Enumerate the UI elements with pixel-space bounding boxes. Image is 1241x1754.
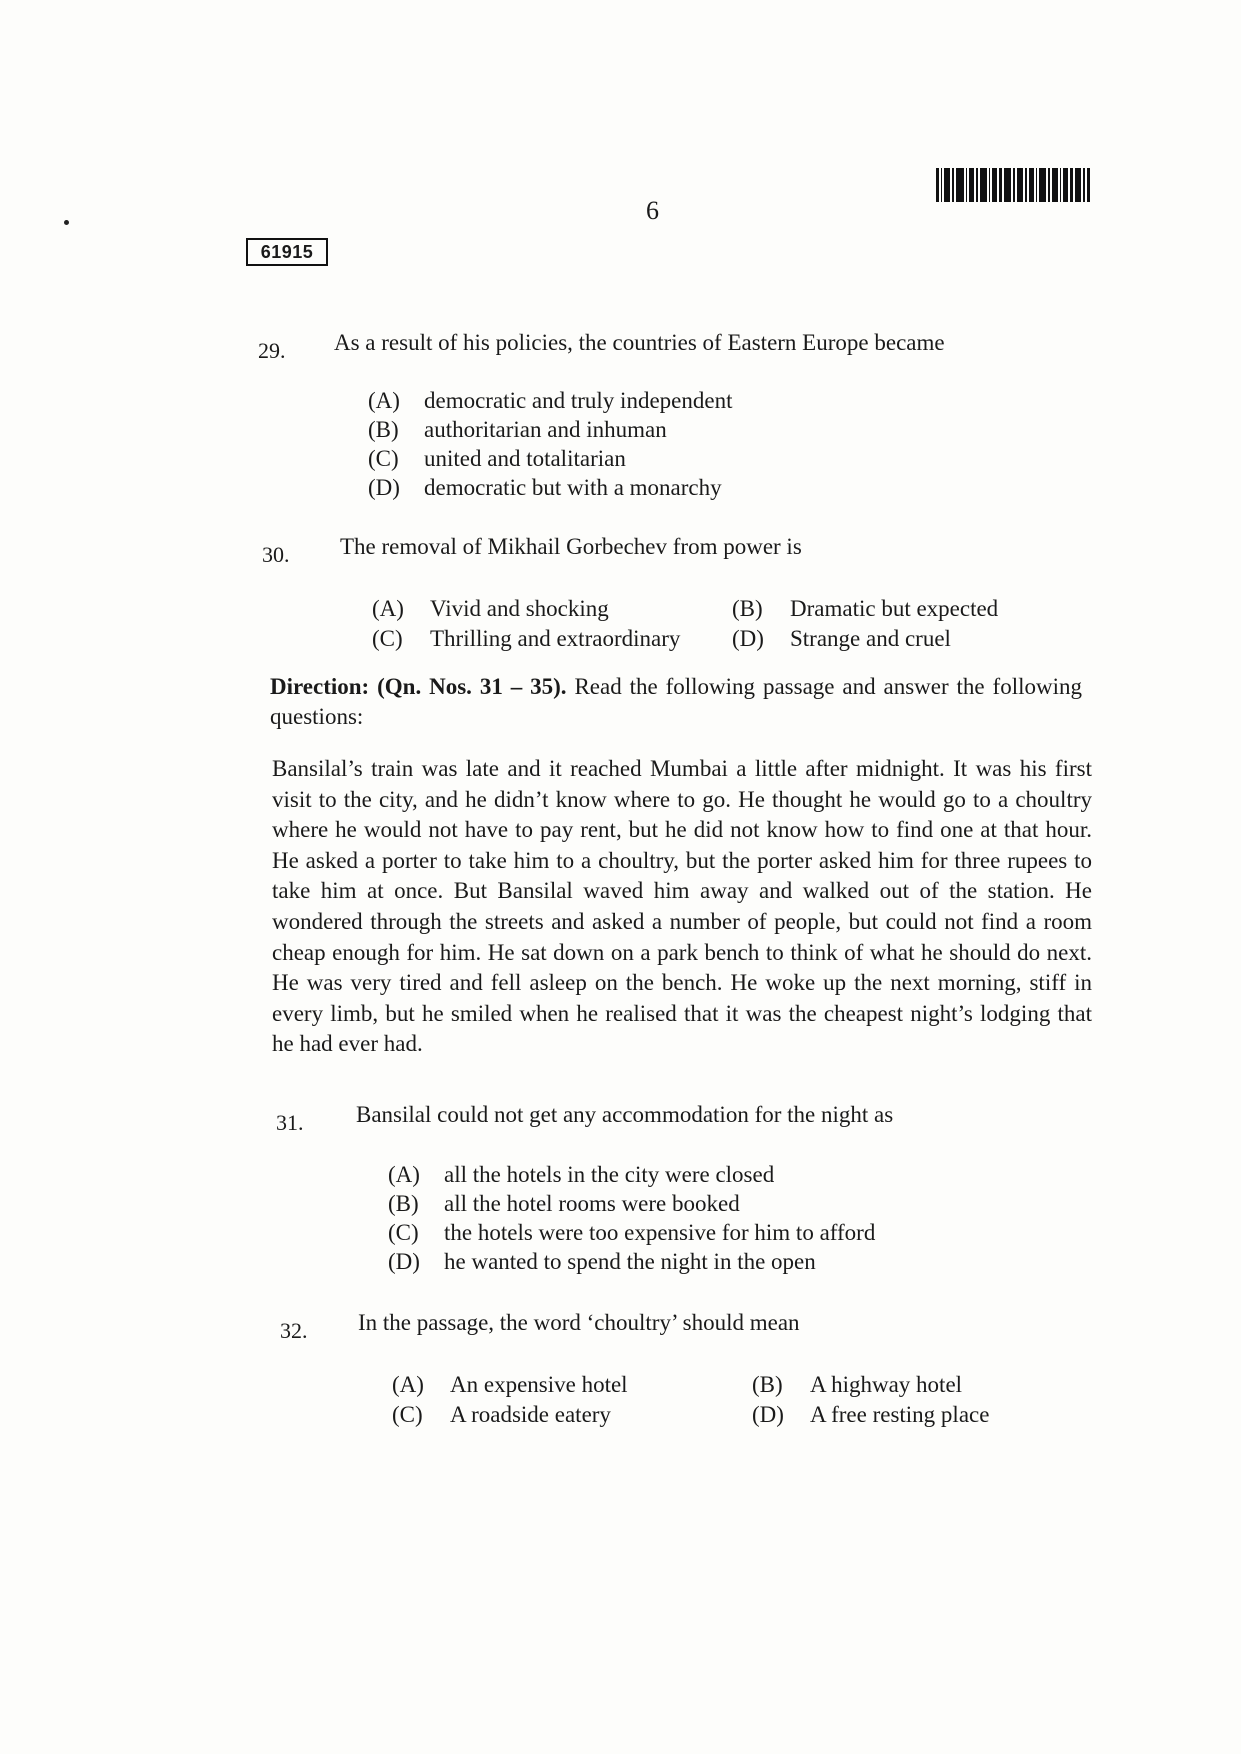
- q31-option-b[interactable]: [388, 1189, 875, 1218]
- option-text: Dramatic but expected: [790, 596, 999, 621]
- q30-option-d[interactable]: [732, 624, 1062, 654]
- barcode-icon: [936, 168, 1090, 202]
- option-label: (D): [368, 475, 400, 500]
- option-label: (C): [372, 626, 403, 651]
- q32-option-d[interactable]: [752, 1400, 1072, 1430]
- stray-dot: [64, 220, 69, 225]
- q29-number: 29.: [258, 338, 286, 363]
- q31-option-d[interactable]: [388, 1247, 875, 1276]
- option-label: (B): [752, 1372, 783, 1397]
- option-text: the hotels were too expensive for him to afford: [444, 1220, 876, 1245]
- option-text: all the hotel rooms were booked: [444, 1191, 740, 1216]
- option-text: authoritarian and inhuman: [424, 417, 667, 442]
- reading-passage: Bansilal’s train was late and it reached Mumbai a little after midnight. It was his first visit to the city, and he didn’t know where to go. He thought he would go to a choultry where he would not have to pay rent, but he did not know how to find one at that hour. He asked a porter to take him to a choultry, but the porter asked him for three rupees to take him at once. But Bansilal waved him away and walked out of the station. He wondered through the streets and asked a number of people, but could not find a room cheap enough for him. He sat down on a park bench to think of what he should do next. He was very tired and fell asleep on the bench. He woke up the next morning, stiff in every limb, but he smiled when he realised that it was the cheapest night’s lodging that he had ever had.: [272, 756, 1092, 1057]
- option-label: (A): [392, 1372, 424, 1397]
- option-text: A free resting place: [810, 1402, 990, 1427]
- option-text: all the hotels in the city were closed: [444, 1162, 775, 1187]
- q32-option-a[interactable]: [392, 1370, 752, 1400]
- q29-option-c[interactable]: [368, 444, 732, 473]
- option-label: (A): [388, 1162, 420, 1187]
- q32-options: [392, 1370, 1072, 1430]
- option-text: An expensive hotel: [450, 1372, 628, 1397]
- q31-options: [388, 1160, 875, 1276]
- q29-text: As a result of his policies, the countries of Eastern Europe became: [334, 330, 945, 355]
- option-label: (A): [372, 596, 404, 621]
- option-text: united and totalitarian: [424, 446, 626, 471]
- option-text: democratic but with a monarchy: [424, 475, 722, 500]
- option-label: (C): [388, 1220, 419, 1245]
- direction-block: [270, 672, 1082, 732]
- direction-text: Read the following passage and answer the following questions:: [270, 674, 1082, 729]
- option-label: (B): [732, 596, 763, 621]
- option-text: Thrilling and extraordinary: [430, 626, 681, 651]
- option-label: (D): [752, 1402, 784, 1427]
- q30-number: 30.: [262, 542, 290, 567]
- q30-option-a[interactable]: [372, 594, 732, 624]
- option-text: Strange and cruel: [790, 626, 951, 651]
- q31-text: Bansilal could not get any accommodation for the night as: [356, 1102, 894, 1127]
- q29-options: [368, 386, 732, 502]
- q32-option-c[interactable]: [392, 1400, 752, 1430]
- option-text: Vivid and shocking: [430, 596, 609, 621]
- option-text: democratic and truly independent: [424, 388, 733, 413]
- q31-option-a[interactable]: [388, 1160, 875, 1189]
- option-text: he wanted to spend the night in the open: [444, 1249, 816, 1274]
- option-label: (D): [732, 626, 764, 651]
- option-label: (C): [392, 1402, 423, 1427]
- q31-number: 31.: [276, 1110, 304, 1135]
- q32-number: 32.: [280, 1318, 308, 1343]
- q29-option-d[interactable]: [368, 473, 732, 502]
- q29-option-b[interactable]: [368, 415, 732, 444]
- page-number: 6: [646, 196, 659, 225]
- q32-text: In the passage, the word ‘choultry’ should mean: [358, 1310, 800, 1335]
- q29-option-a[interactable]: [368, 386, 732, 415]
- option-label: (C): [368, 446, 399, 471]
- paper-code: 61915: [260, 241, 314, 262]
- option-label: (A): [368, 388, 400, 413]
- q30-option-c[interactable]: [372, 624, 732, 654]
- option-text: A roadside eatery: [450, 1402, 611, 1427]
- direction-lead: Direction: (Qn. Nos. 31 – 35).: [270, 674, 567, 699]
- q30-option-b[interactable]: [732, 594, 1062, 624]
- q31-option-c[interactable]: [388, 1218, 875, 1247]
- option-label: (D): [388, 1249, 420, 1274]
- option-label: (B): [368, 417, 399, 442]
- option-text: A highway hotel: [810, 1372, 963, 1397]
- q30-text: The removal of Mikhail Gorbechev from power is: [340, 534, 802, 559]
- option-label: (B): [388, 1191, 419, 1216]
- paper-code-box: [246, 238, 328, 266]
- q30-options: [372, 594, 1062, 654]
- q32-option-b[interactable]: [752, 1370, 1072, 1400]
